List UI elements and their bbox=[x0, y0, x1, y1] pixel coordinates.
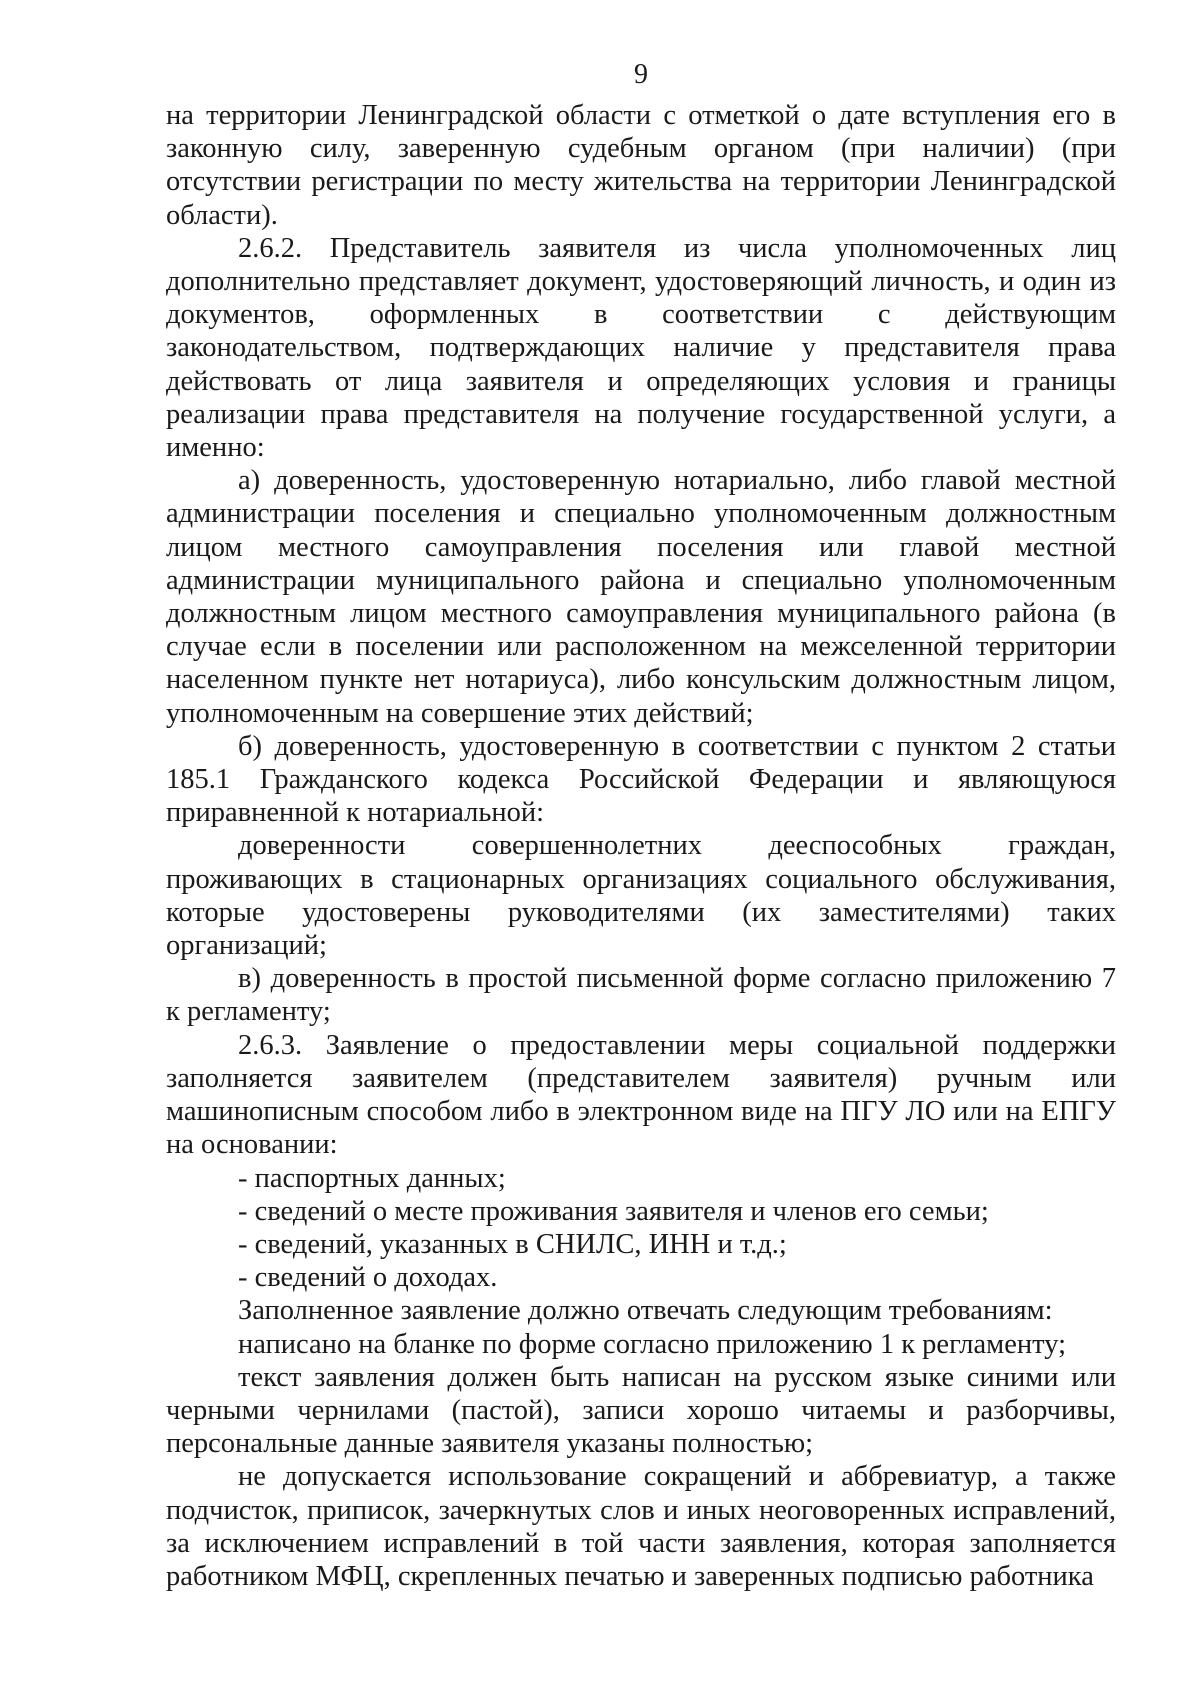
document-page bbox=[166, 60, 1116, 1593]
paragraph-requirement-form: написано на бланке по форме согласно приложению 1 к регламенту; bbox=[238, 1328, 1066, 1360]
paragraph-item-b-detail: доверенности совершеннолетних дееспособных граждан, проживающих в стационарных организациях социального обслуживания, которые удостоверены руководителями (их заместителями) таких организаций; bbox=[166, 830, 1116, 962]
paragraph-item-v: в) доверенность в простой письменной форме согласно приложению 7 к регламенту; bbox=[166, 963, 1116, 1028]
paragraph-requirement-ink: текст заявления должен быть написан на русском языке синими или черными чернилами (пастой), записи хорошо читаемы и разборчивы, персональные данные заявителя указаны полностью; bbox=[166, 1361, 1116, 1460]
paragraph-requirements-intro: Заполненное заявление должно отвечать следующим требованиям: bbox=[238, 1295, 1053, 1327]
list-item-residence: - сведений о месте проживания заявителя и членов его семьи; bbox=[238, 1195, 989, 1227]
paragraph-2-6-2: 2.6.2. Представитель заявителя из числа уполномоченных лиц дополнительно представляет документ, удостоверяющий личность, и один из документов, оформленных в соответствии с действующим законодательством, подтверждающих наличие у представителя права действовать от лица заявителя и определяющих условия и границы реализации права представителя на получение государственной услуги, а именно: bbox=[166, 232, 1116, 464]
paragraph-item-b: б) доверенность, удостоверенную в соответствии с пунктом 2 статьи 185.1 Гражданского кодекса Российской Федерации и являющуюся приравненной к нотариальной: bbox=[166, 730, 1116, 829]
list-item-income: - сведений о доходах. bbox=[238, 1262, 498, 1294]
paragraph-2-6-3: 2.6.3. Заявление о предоставлении меры социальной поддержки заполняется заявителем (представителем заявителя) ручным или машинописным способом либо в электронном виде на ПГУ ЛО или на ЕПГУ на основании: bbox=[166, 1029, 1116, 1161]
list-item-passport: - паспортных данных; bbox=[238, 1162, 506, 1194]
list-item-snils: - сведений, указанных в СНИЛС, ИНН и т.д.; bbox=[238, 1228, 787, 1260]
page-number: 9 bbox=[634, 59, 648, 90]
paragraph-requirement-no-corrections: не допускается использование сокращений и аббревиатур, а также подчисток, приписок, зачеркнутых слов и иных неоговоренных исправлений, за исключением исправлений в той части заявления, которая заполняется работником МФЦ, скрепленных печатью и заверенных подписью работника bbox=[166, 1461, 1116, 1592]
paragraph-residence-continuation: на территории Ленинградской области с отметкой о дате вступления его в законную силу, заверенную судебным органом (при наличии) (при отсутствии регистрации по месту жительства на территории Ленинградской области). bbox=[166, 100, 1116, 231]
paragraph-item-a: а) доверенность, удостоверенную нотариально, либо главой местной администрации поселения и специально уполномоченным должностным лицом местного самоуправления поселения или главой местной администрации муниципального района и специально уполномоченным должностным лицом местного самоуправления муниципального района (в случае если в поселении или расположенном на межселенной территории населенном пункте нет нотариуса), либо консульским должностным лицом, уполномоченным на совершение этих действий; bbox=[166, 465, 1116, 729]
